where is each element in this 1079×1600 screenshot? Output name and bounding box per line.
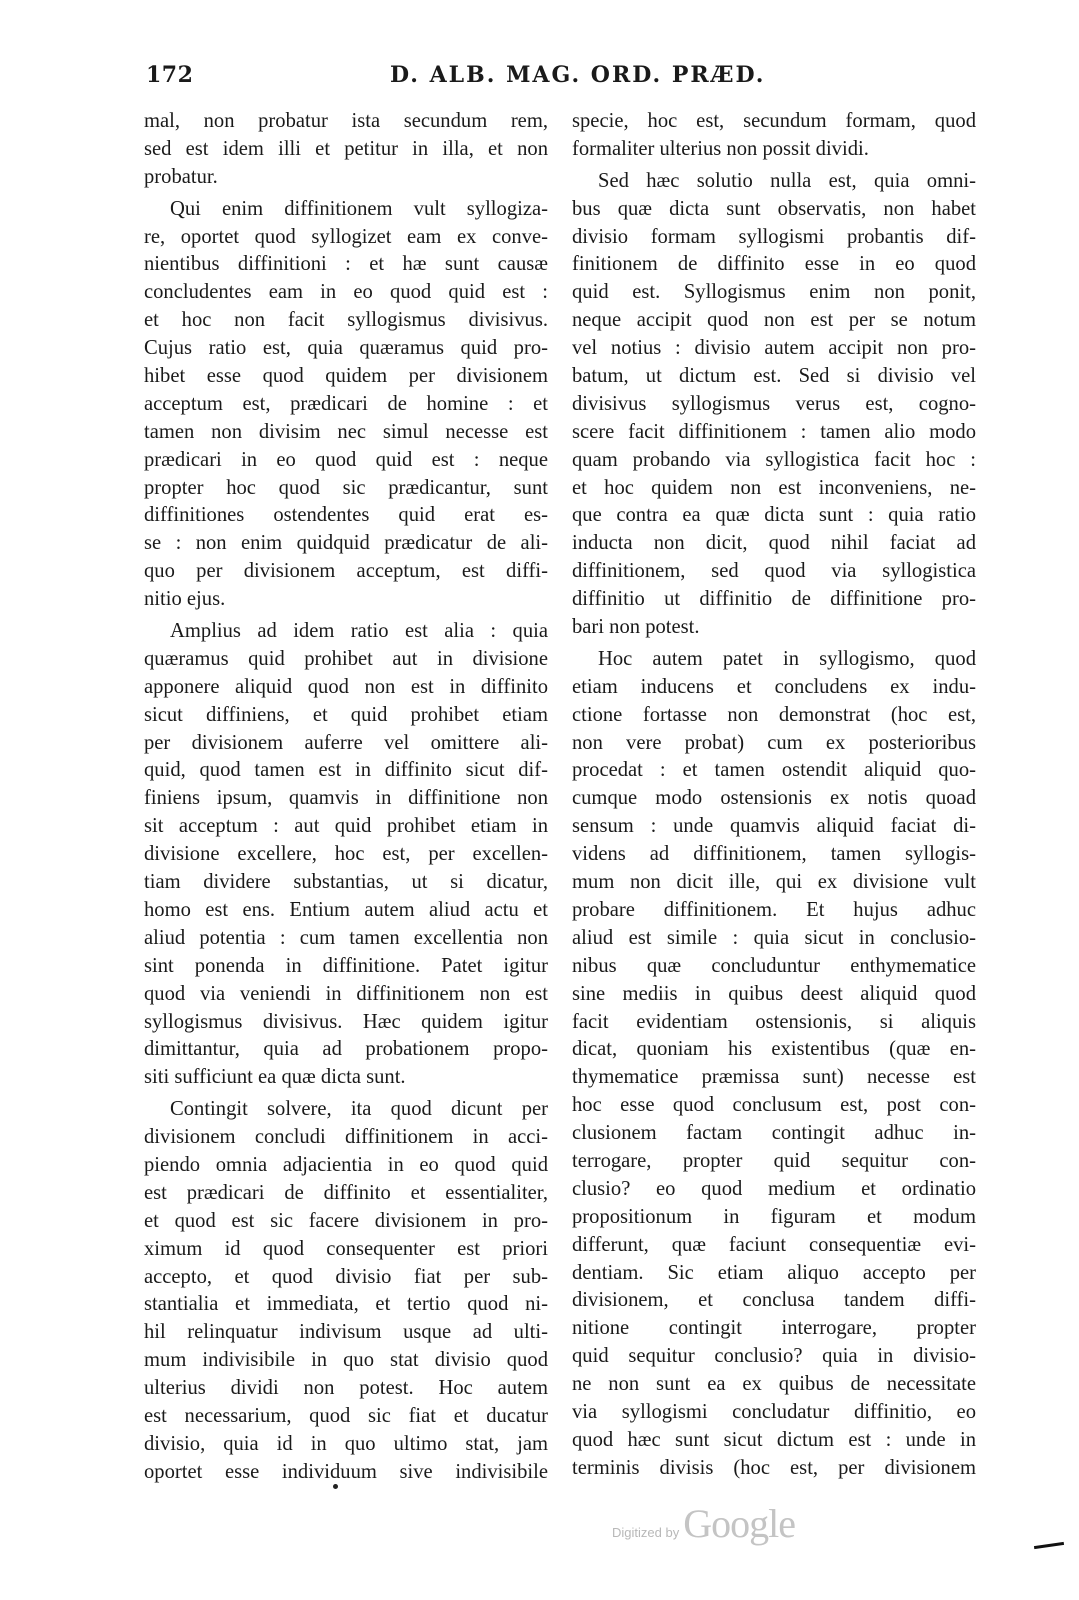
text-line: oportet esse individuum sive indivisibile (144, 1460, 548, 1483)
watermark-prefix: Digitized by (612, 1525, 680, 1540)
text-line: divisio formam syllogismi probantis dif- (572, 225, 976, 248)
text-line: scere facit diffinitionem : tamen alio modo (572, 420, 976, 443)
google-logo: Google (683, 1501, 795, 1546)
text-line: Sed hæc solutio nulla est, quia omni- (598, 169, 976, 192)
text-line: finiens ipsum, quamvis in diffinitione non (144, 787, 548, 810)
text-line: thymematice præmissa sunt) necesse est (572, 1066, 976, 1089)
text-line: accepto, et quod divisio fiat per sub- (144, 1265, 548, 1288)
text-line: propositionum in figuram et modum (572, 1205, 976, 1228)
text-line: cumque modo ostensionis ex notis quoad (572, 787, 976, 810)
text-line: homo est ens. Entium autem aliud actu et (144, 898, 548, 921)
text-line: nitione contingit interrogare, propter (572, 1317, 976, 1340)
text-line: dentiam. Sic etiam aliquo accepto per (572, 1261, 976, 1284)
text-line: bari non potest. (572, 616, 700, 639)
text-line: quod hæc sunt sicut dictum est : unde in (572, 1428, 976, 1451)
text-line: stantialia et immediata, et tertio quod ni- (144, 1293, 548, 1316)
text-line: tamen non divisim nec simul necesse est (144, 420, 548, 443)
running-head: D. ALB. MAG. ORD. PRÆD. (390, 62, 766, 88)
text-line: sed est idem illi et petitur in illa, et non (144, 137, 548, 160)
text-line: procedat : et tamen ostendit aliquid quo- (572, 759, 976, 782)
text-line: quid sequitur conclusio? quia in divisio- (572, 1345, 976, 1368)
text-line: diffinitio ut diffinitio de diffinitione pro- (572, 588, 976, 611)
text-line: nibus quæ concluduntur enthymematice (572, 954, 976, 977)
edge-mark (1034, 1542, 1064, 1549)
text-line: vel notius : divisio autem accipit non pro- (572, 337, 976, 360)
text-line: quam probando via syllogistica facit hoc : (572, 448, 976, 471)
text-line: siti sufficiunt ea quæ dicta sunt. (144, 1066, 406, 1089)
text-line: terrogare, propter quid sequitur con- (572, 1149, 976, 1172)
text-line: neque accipit quod non est per se notum (572, 309, 976, 332)
text-line: que contra ea quæ dicta sunt : quia ratio (572, 504, 976, 527)
text-line: divisivus syllogismus verus est, cogno- (572, 392, 976, 415)
text-line: probare diffinitionem. Et hujus adhuc (572, 898, 976, 921)
text-line: clusio? eo quod medium et ordinatio (572, 1177, 976, 1200)
text-line: hibet esse quod quidem per divisionem (144, 365, 548, 388)
text-line: hil relinquatur indivisum usque ad ulti- (144, 1321, 548, 1344)
text-line: et hoc quidem non est inconveniens, ne- (572, 476, 976, 499)
page-number: 172 (146, 62, 194, 88)
text-line: concludentes eam in eo quod quid est : (144, 281, 548, 304)
text-line: quid, quod tamen est in diffinito sicut dif- (144, 759, 548, 782)
text-line: sint ponenda in diffinitione. Patet igitur (144, 954, 548, 977)
text-line: sine mediis in quibus deest aliquid quod (572, 982, 976, 1005)
text-line: apponere aliquid quod non est in diffinito (144, 675, 548, 698)
text-line: quid est. Syllogismus enim non ponit, (572, 281, 976, 304)
text-line: quæramus quid prohibet aut in divisione (144, 647, 548, 670)
right-text-column (572, 108, 976, 1483)
text-line: dicat, quoniam his existentibus (quæ en- (572, 1038, 976, 1061)
text-line: ulterius dividi non potest. Hoc autem (144, 1377, 548, 1400)
text-line: Contingit solvere, ita quod dicunt per (170, 1098, 548, 1121)
stray-dot (333, 1484, 338, 1489)
text-line: syllogismus divisivus. Hæc quidem igitur (144, 1010, 548, 1033)
text-line: ctione fortasse non demonstrat (hoc est, (572, 703, 976, 726)
text-line: non vere probat) cum ex posterioribus (572, 731, 976, 754)
left-text-column (144, 108, 548, 1487)
text-line: inducta non dicit, quod nihil faciat ad (572, 532, 976, 555)
text-line: via syllogismi concludatur diffinitio, eo (572, 1400, 976, 1423)
text-line: formaliter ulterius non possit dividi. (572, 137, 869, 160)
text-line: re, oportet quod syllogizet eam ex conve- (144, 225, 548, 248)
text-line: sensum : unde quamvis aliquid faciat di- (572, 815, 976, 838)
text-line: mum indivisibile in quo stat divisio quod (144, 1349, 548, 1372)
text-line: diffinitiones ostendentes quid erat es- (144, 504, 548, 527)
text-line: divisione excellere, hoc est, per excellen- (144, 843, 548, 866)
text-line: Hoc autem patet in syllogismo, quod (598, 647, 976, 670)
text-line: prædicari in eo quod quid est : neque (144, 448, 548, 471)
text-line: et hoc non facit syllogismus divisivus. (144, 309, 548, 332)
text-line: batum, ut dictum est. Sed si divisio vel (572, 365, 976, 388)
text-line: ne non sunt ea ex quibus de necessitate (572, 1373, 976, 1396)
text-line: tiam dividere substantias, ut si dicatur, (144, 871, 548, 894)
text-line: diffinitionem, sed quod via syllogistica (572, 560, 976, 583)
text-line: clusionem factam contingit adhuc in- (572, 1122, 976, 1145)
text-line: hoc esse quod conclusum est, post con- (572, 1094, 976, 1117)
text-line: mal, non probatur ista secundum rem, (144, 110, 548, 132)
text-line: videns ad diffinitionem, tamen syllogis- (572, 843, 976, 866)
text-line: quod via veniendi in diffinitionem non est (144, 982, 548, 1005)
text-line: specie, hoc est, secundum formam, quod (572, 110, 976, 132)
text-line: mum non dicit ille, qui ex divisione vult (572, 871, 976, 894)
text-line: sit acceptum : aut quid prohibet etiam in (144, 815, 548, 838)
text-line: est necessarium, quod sic fiat et ducatur (144, 1404, 548, 1427)
text-line: per divisionem auferre vel omittere ali- (144, 731, 548, 754)
text-line: aliud est simile : quia sicut in conclusio- (572, 926, 976, 949)
text-line: acceptum est, prædicari de homine : et (144, 392, 548, 415)
text-line: est prædicari de diffinito et essentialiter, (144, 1181, 548, 1204)
text-line: nientibus diffinitioni : et hæ sunt causæ (144, 253, 548, 276)
text-line: terminis divisis (hoc est, per divisionem (572, 1456, 976, 1479)
text-line: divisio, quia id in quo ultimo stat, jam (144, 1432, 548, 1455)
text-line: et quod est sic facere divisionem in pro- (144, 1209, 548, 1232)
digitized-watermark (612, 1500, 795, 1547)
text-line: finitionem de diffinito esse in eo quod (572, 253, 976, 276)
text-line: dimittantur, quia ad probationem propo- (144, 1038, 548, 1061)
text-line: differunt, quæ faciunt consequentiæ evi- (572, 1233, 976, 1256)
text-line: divisionem concludi diffinitionem in acci- (144, 1126, 548, 1149)
text-line: probatur. (144, 165, 218, 188)
text-line: aliud potentia : cum tamen excellentia non (144, 926, 548, 949)
text-line: Qui enim diffinitionem vult syllogiza- (170, 197, 548, 220)
text-line: bus quæ dicta sunt observatis, non habet (572, 197, 976, 220)
text-line: piendo omnia adjacientia in eo quod quid (144, 1153, 548, 1176)
text-line: se : non enim quidquid prædicatur de ali- (144, 532, 548, 555)
text-line: etiam inducens et concludens ex indu- (572, 675, 976, 698)
text-line: propter hoc quod sic prædicantur, sunt (144, 476, 548, 499)
text-line: quo per divisionem acceptum, est diffi- (144, 560, 548, 583)
text-line: sicut diffiniens, et quid prohibet etiam (144, 703, 548, 726)
text-line: divisionem, et conclusa tandem diffi- (572, 1289, 976, 1312)
text-line: Amplius ad idem ratio est alia : quia (170, 620, 548, 643)
text-line: nitio ejus. (144, 588, 226, 611)
text-line: facit evidentiam ostensionis, si aliquis (572, 1010, 976, 1033)
text-line: ximum id quod consequenter est priori (144, 1237, 548, 1260)
text-line: Cujus ratio est, quia quæramus quid pro- (144, 337, 548, 360)
